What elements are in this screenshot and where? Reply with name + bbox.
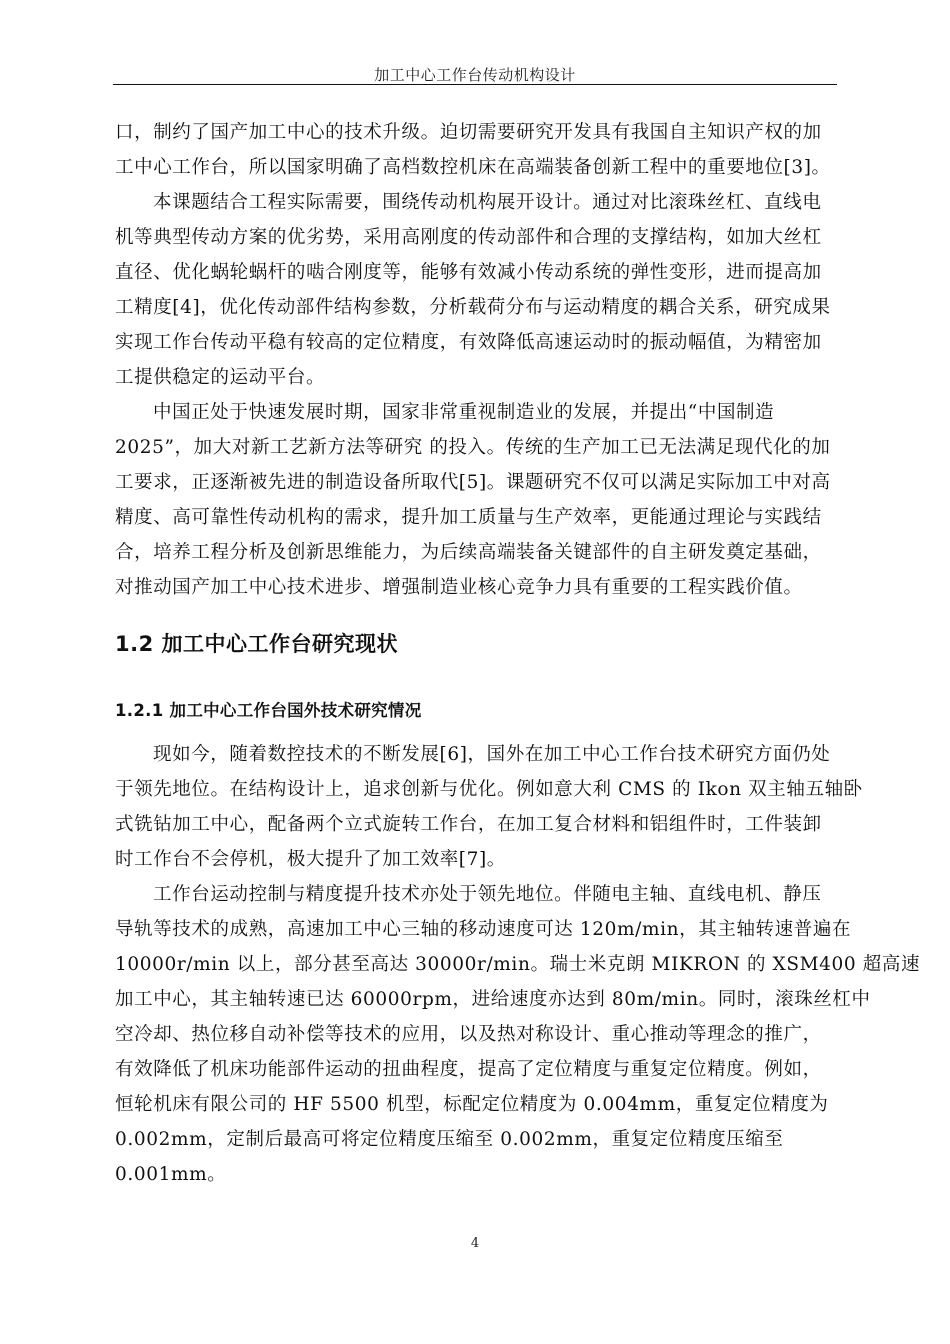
paragraph: [115, 185, 835, 395]
paragraph: [115, 115, 835, 185]
text-line: 工提供稳定的运动平台。: [115, 367, 326, 388]
text-line: 本课题结合工程实际需要，围绕传动机构展开设计。通过对比滚珠丝杠、直线电: [153, 192, 822, 213]
text-line: 时工作台不会停机，极大提升了加工效率[7]。: [115, 849, 506, 870]
text-line: 0.002mm，定制后最高可将定位精度压缩至 0.002mm，重复定位精度压缩至: [115, 1129, 784, 1150]
text-line: 机等典型传动方案的优劣势，采用高刚度的传动部件和合理的支撑结构，如加大丝杠: [115, 227, 822, 248]
paragraph: [115, 395, 835, 605]
text-line: 式铣钻加工中心，配备两个立式旋转工作台，在加工复合材料和铝组件时，工件装卸: [115, 814, 822, 835]
text-line: 有效降低了机床功能部件运动的扭曲程度，提高了定位精度与重复定位精度。例如，: [115, 1059, 822, 1080]
intro-body: [115, 115, 835, 605]
paragraph: [115, 737, 863, 877]
subsection-heading-1-2-1: 1.2.1 加工中心工作台国外技术研究情况: [115, 701, 422, 720]
text-line: 工作台运动控制与精度提升技术亦处于领先地位。伴随电主轴、直线电机、静压: [153, 884, 822, 905]
text-line: 恒轮机床有限公司的 HF 5500 机型，标配定位精度为 0.004mm，重复定位精度为: [115, 1094, 829, 1115]
text-line: 口，制约了国产加工中心的技术升级。迫切需要研究开发具有我国自主知识产权的加: [115, 122, 822, 143]
text-line: 精度、高可靠性传动机构的需求，提升加工质量与生产效率，更能通过理论与实践结: [115, 507, 822, 528]
text-line: 导轨等技术的成熟，高速加工中心三轴的移动速度可达 120m/min，其主轴转速普遍在: [115, 919, 852, 940]
page-number: 4: [470, 1236, 480, 1251]
text-line: 实现工作台传动平稳有较高的定位精度，有效降低高速运动时的振动幅值，为精密加: [115, 332, 822, 353]
text-line: 直径、优化蜗轮蜗杆的啮合刚度等，能够有效减小传动系统的弹性变形，进而提高加: [115, 262, 822, 283]
text-line: 于领先地位。在结构设计上，追求创新与优化。例如意大利 CMS 的 Ikon 双主轴五轴卧: [115, 779, 863, 800]
section-heading-1-2: 1.2 加工中心工作台研究现状: [115, 632, 399, 656]
text-line: 加工中心，其主轴转速已达 60000rpm，进给速度亦达到 80m/min。同时，滚珠丝杠中: [115, 989, 871, 1010]
text-line: 中国正处于快速发展时期，国家非常重视制造业的发展，并提出“中国制造: [153, 402, 775, 423]
text-line: 工中心工作台，所以国家明确了高档数控机床在高端装备创新工程中的重要地位[3]。: [115, 157, 831, 178]
text-line: 10000r/min 以上，部分甚至高达 30000r/min。瑞士米克朗 MIKRON 的 XSM400 超高速: [115, 954, 921, 975]
text-line: 工要求，正逐渐被先进的制造设备所取代[5]。课题研究不仅可以满足实际加工中对高: [115, 472, 831, 493]
text-line: 2025”，加大对新工艺新方法等研究 的投入。传统的生产加工已无法满足现代化的加: [115, 437, 831, 458]
text-line: 工精度[4]，优化传动部件结构参数，分析载荷分布与运动精度的耦合关系，研究成果: [115, 297, 831, 318]
subsection-body: [115, 737, 921, 1192]
paragraph: [115, 877, 921, 1192]
header-divider: [113, 84, 837, 85]
text-line: 现如今，随着数控技术的不断发展[6]，国外在加工中心工作台技术研究方面仍处: [153, 744, 831, 765]
text-line: 0.001mm。: [115, 1164, 227, 1185]
text-line: 空冷却、热位移自动补偿等技术的应用，以及热对称设计、重心推动等理念的推广，: [115, 1024, 822, 1045]
text-line: 对推动国产加工中心技术进步、增强制造业核心竞争力具有重要的工程实践价值。: [115, 577, 803, 598]
text-line: 合，培养工程分析及创新思维能力，为后续高端装备关键部件的自主研发奠定基础，: [115, 542, 822, 563]
running-header-title: 加工中心工作台传动机构设计: [374, 66, 576, 84]
